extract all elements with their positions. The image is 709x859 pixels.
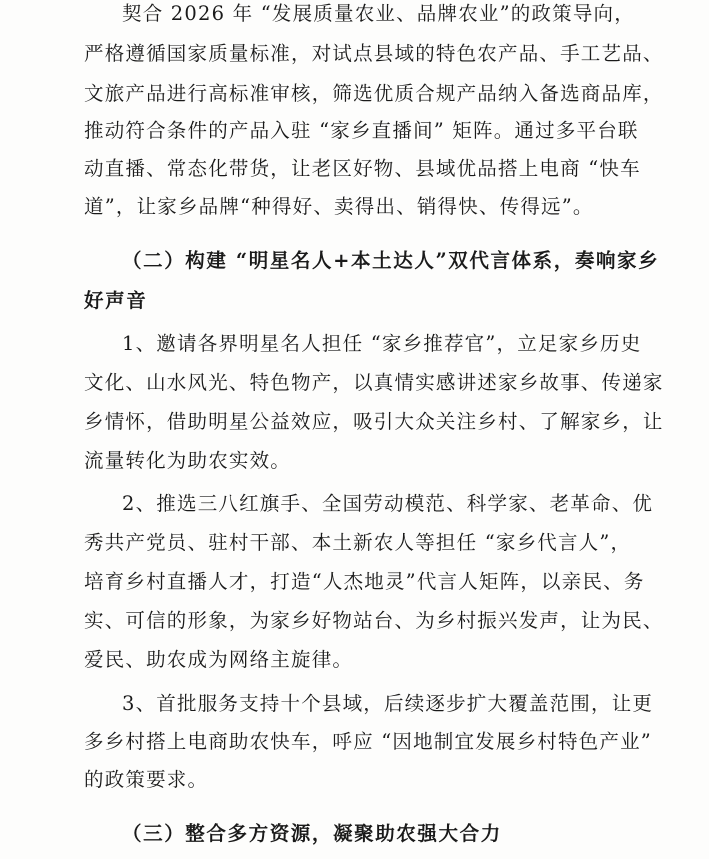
paragraph-1-line-4: 推动符合条件的产品入驻 “家乡直播间” 矩阵。通过多平台联 — [84, 119, 639, 142]
paragraph-2-2-line-4: 实、可信的形象，为家乡好物站台、为乡村振兴发声，让为民、 — [84, 609, 664, 632]
section-heading-2-line-1: （二）构建 “明星名人+本土达人”双代言体系，奏响家乡 — [122, 249, 660, 272]
paragraph-2-3-line-2: 多乡村搭上电商助农快车，呼应 “因地制宜发展乡村特色产业” — [84, 730, 652, 753]
paragraph-2-1-line-2: 文化、山水风光、特色物产，以真情实感讲述家乡故事、传递家 — [84, 371, 664, 394]
paragraph-2-3-line-3: 的政策要求。 — [84, 768, 209, 791]
section-heading-3: （三）整合多方资源，凝聚助农强大合力 — [122, 822, 502, 845]
paragraph-2-2-line-2: 秀共产党员、驻村干部、本土新农人等担任 “家乡代言人”， — [84, 531, 632, 554]
paragraph-2-1-line-1: 1、邀请各界明星名人担任 “家乡推荐官”，立足家乡历史 — [122, 332, 642, 355]
paragraph-2-2-line-3: 培育乡村直播人才，打造“人杰地灵”代言人矩阵，以亲民、务 — [84, 570, 645, 593]
paragraph-2-2-line-1: 2、推选三八红旗手、全国劳动模范、科学家、老革命、优 — [122, 492, 654, 515]
paragraph-1-line-1: 契合 2026 年 “发展质量农业、品牌农业”的政策导向， — [122, 2, 635, 25]
paragraph-2-3-line-1: 3、首批服务支持十个县域，后续逐步扩大覆盖范围，让更 — [122, 692, 654, 715]
paragraph-1-line-2: 严格遵循国家质量标准，对试点县域的特色农产品、手工艺品、 — [84, 42, 664, 65]
paragraph-1-line-3: 文旅产品进行高标准审核，筛选优质合规产品纳入备选商品库， — [84, 82, 664, 105]
paragraph-1-line-5: 动直播、常态化带货，让老区好物、县域优品搭上电商 “快车 — [84, 157, 641, 180]
paragraph-1-line-6: 道”，让家乡品牌“种得好、卖得出、销得快、传得远”。 — [84, 195, 594, 218]
paragraph-2-1-line-3: 乡情怀，借助明星公益效应，吸引大众关注乡村、了解家乡，让 — [84, 410, 664, 433]
section-heading-2-line-2: 好声音 — [84, 289, 148, 312]
paragraph-2-1-line-4: 流量转化为助农实效。 — [84, 449, 292, 472]
paragraph-2-2-line-5: 爱民、助农成为网络主旋律。 — [84, 648, 354, 671]
